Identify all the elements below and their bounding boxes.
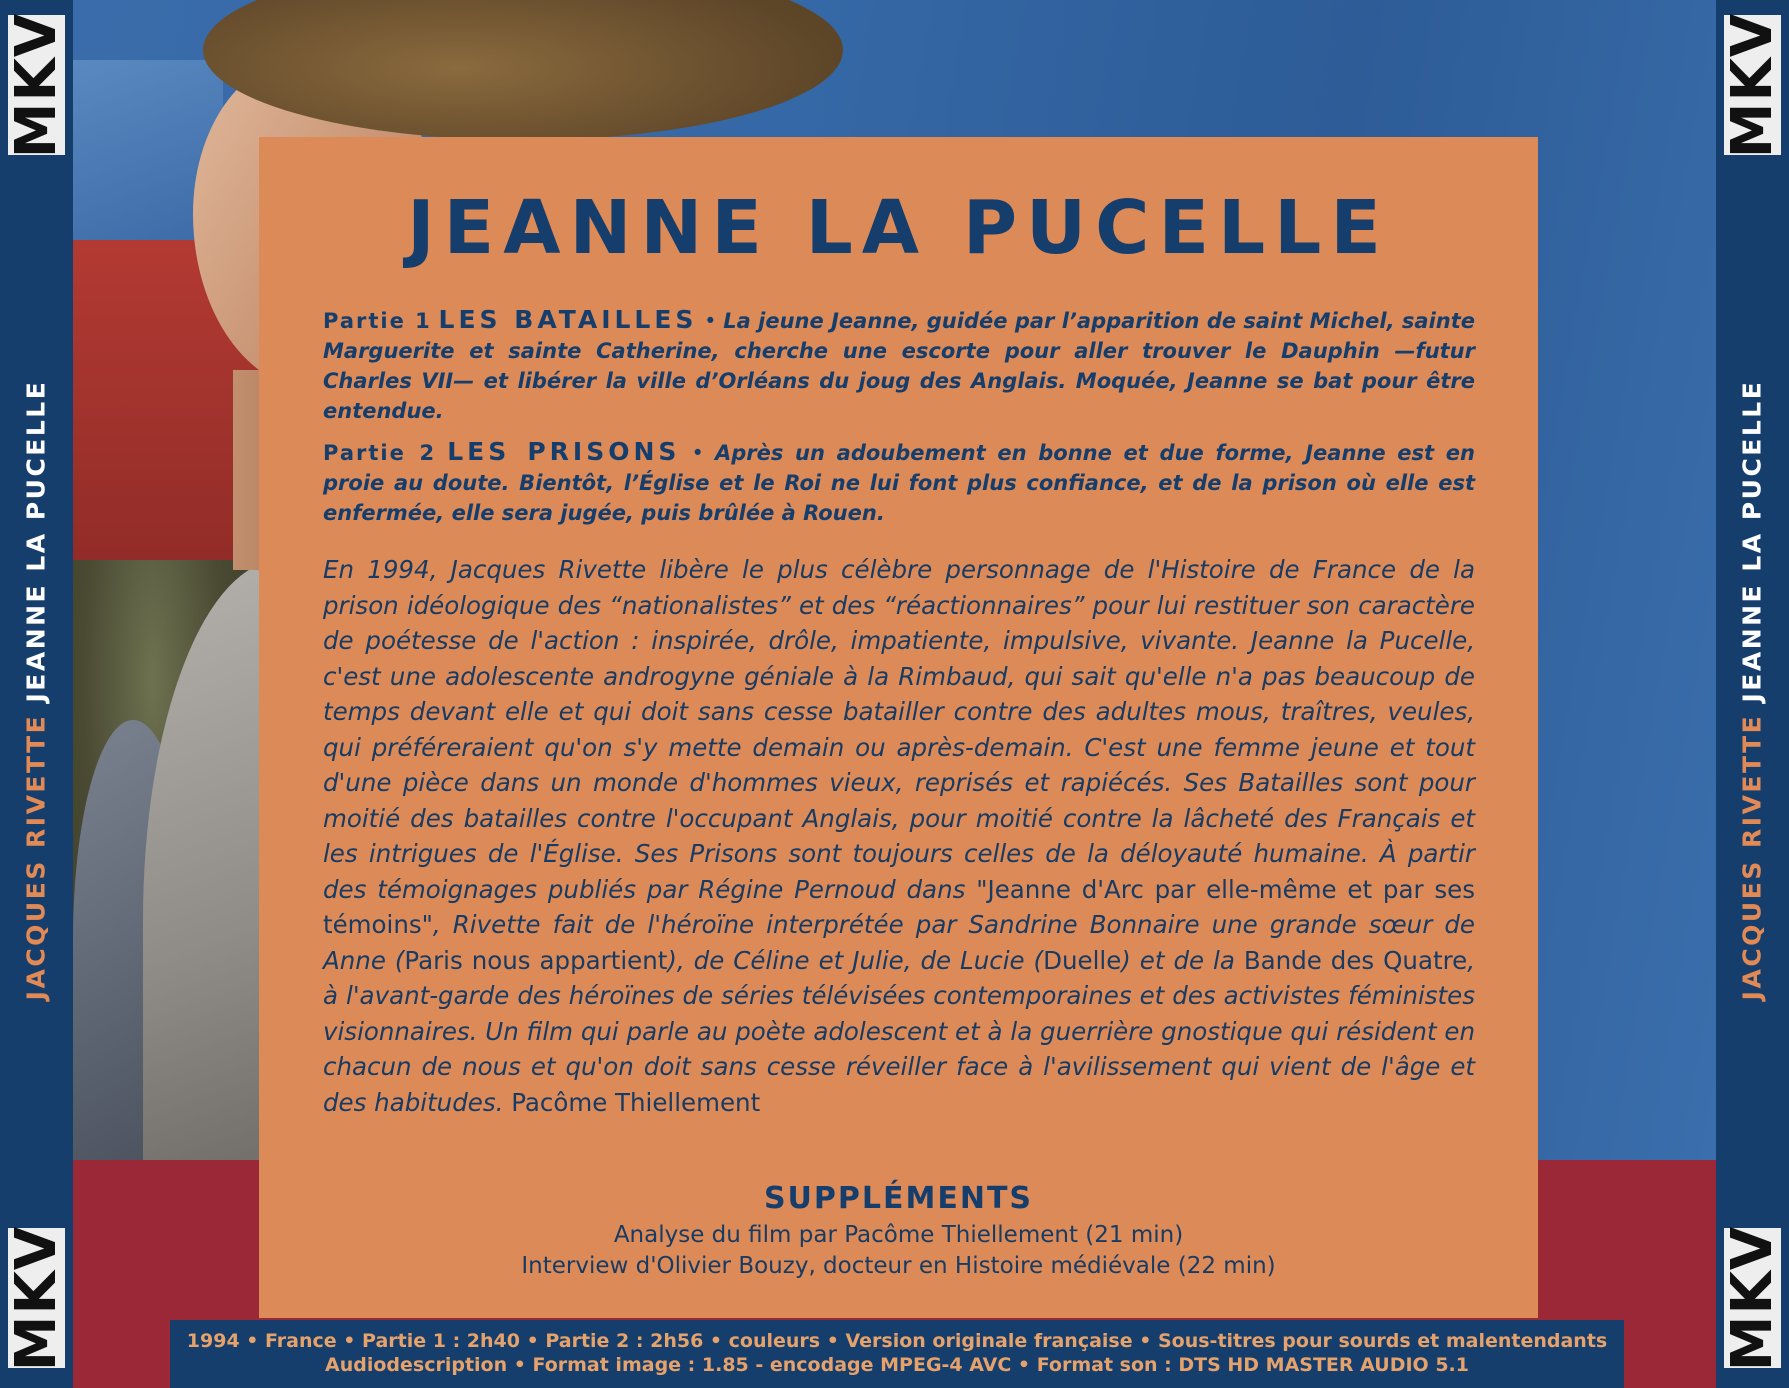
spine-right: [1716, 0, 1789, 1388]
part-2-synopsis: [323, 437, 1475, 528]
part-text: La jeune Jeanne, guidée par l’apparition de saint Michel, sainte Marguerite et sainte Catherine, cherche une escorte pour aller trouver le Dauphin —futur Charles VII— et libérer la ville d’Orléans du joug des Anglais. Moquée, Jeanne se bat pour être entendue.: [323, 309, 1475, 423]
supplement-item: Interview d'Olivier Bouzy, docteur en Histoire médiévale (22 min): [521, 1253, 1276, 1279]
essay-film-title: Paris nous appartient: [404, 945, 668, 975]
mkv-logo-text: MKV: [4, 12, 69, 158]
part-separator: •: [704, 309, 717, 333]
mkv-logo-text: MKV: [1720, 1225, 1785, 1371]
critic-essay: [323, 552, 1475, 1120]
film-title: JEANNE LA PUCELLE: [407, 185, 1390, 271]
part-name: LES BATAILLES: [438, 305, 698, 334]
specs-line-1: 1994 • France • Partie 1 : 2h40 • Partie 2 : 2h56 • couleurs • Version originale française • Sous-titres pour sourds et malentendants: [186, 1330, 1608, 1352]
part-label: Partie 1: [323, 309, 432, 333]
part-text: Après un adoubement en bonne et due forme, Jeanne est en proie au doute. Bientôt, l’Église et le Roi ne lui font plus confiance, et de la prison où elle est enfermée, elle sera jugée, puis brûlée à Rouen.: [323, 441, 1475, 525]
part-separator: •: [691, 441, 704, 465]
essay-text: , Rivette fait de l'héroïne interprétée par Sandrine Bonnaire une grande sœur de Anne (: [323, 910, 1475, 975]
technical-specs-bar: [170, 1320, 1624, 1388]
spine-title-left: [22, 380, 51, 1001]
part-name: LES PRISONS: [447, 437, 681, 466]
mkv-logo-bottom-left: [4, 1225, 69, 1371]
mkv-logo-top-right: [1720, 12, 1785, 158]
essay-author: Pacôme Thiellement: [511, 1087, 761, 1117]
essay-text: ), de Céline et Julie, de Lucie (: [667, 945, 1044, 975]
supplements-title: SUPPLÉMENTS: [763, 1181, 1034, 1216]
synopsis-panel: [259, 137, 1538, 1318]
essay-text: , à l'avant-garde des héroïnes de séries télévisées contemporaines et des activistes féministes visionnaires. Un film qui parle au poète adolescent et à la guerrière gnostique qui résident en chacun de nous et qu'on doit sans cesse réveiller face à l'avilissement qui vient de l'âge et des habitudes.: [323, 945, 1475, 1117]
essay-book-title: "Jeanne d'Arc par elle-même et par ses témoins": [323, 874, 1475, 939]
spine-film-title: JEANNE LA PUCELLE: [21, 379, 51, 703]
spine-film-title: JEANNE LA PUCELLE: [1737, 379, 1767, 703]
essay-film-title: Duelle: [1043, 945, 1122, 975]
spine-director: JACQUES RIVETTE: [1737, 713, 1767, 1001]
spine-left: [0, 0, 73, 1388]
supplement-item: Analyse du film par Pacôme Thiellement (21 min): [613, 1222, 1184, 1248]
mkv-logo-bottom-right: [1720, 1225, 1785, 1371]
essay-film-title: Bande des Quatre: [1243, 945, 1468, 975]
mkv-logo-text: MKV: [1720, 12, 1785, 158]
mkv-logo-top-left: [4, 12, 69, 158]
part-1-synopsis: [323, 305, 1475, 426]
essay-text: En 1994, Jacques Rivette libère le plus célèbre personnage de l'Histoire de France de la prison idéologique des “nationalistes” et des “réactionnaires” pour lui restituer son caractère de poétesse de l'action : inspirée, drôle, impatiente, impulsive, vivante. Jeanne la Pucelle, c'est une adolescente androgyne géniale à la Rimbaud, qui sait qu'elle n'a pas beaucoup de temps devant elle et qui doit sans cesse batailler contre des adultes mous, traîtres, veules, qui préféreraient qu'on s'y mette demain ou après-demain. C'est une femme jeune et tout d'une pièce dans un monde d'hommes vieux, reprisés et rapiécés. Ses Batailles sont pour moitié des batailles contre l'occupant Anglais, pour moitié contre la lâcheté des Français et les intrigues de l'Église. Ses Prisons sont toujours celles de la déloyauté humaine. À partir des témoignages publiés par Régine Pernoud dans: [323, 555, 1475, 904]
essay-text: ) et de la: [1121, 945, 1244, 975]
part-label: Partie 2: [323, 441, 437, 465]
specs-line-2: Audiodescription • Format image : 1.85 - encodage MPEG-4 AVC • Format son : DTS HD MASTER AUDIO 5.1: [325, 1354, 1469, 1376]
spine-director: JACQUES RIVETTE: [21, 713, 51, 1001]
mkv-logo-text: MKV: [4, 1225, 69, 1371]
spine-title-right: [1738, 380, 1767, 1001]
